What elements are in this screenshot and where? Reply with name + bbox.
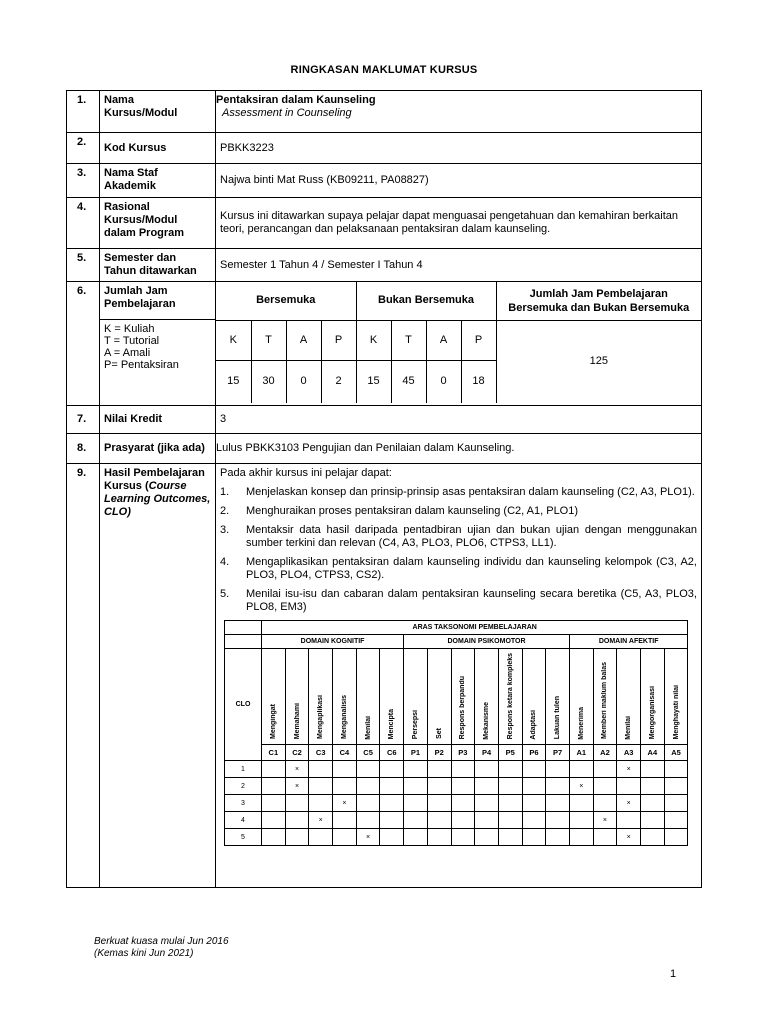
taxonomy-mark [333,829,357,846]
taxonomy-mark [451,761,475,778]
taxonomy-code: C2 [285,745,309,761]
taxonomy-mark [593,778,617,795]
taxonomy-code: P6 [522,745,546,761]
list-item: 1. Menjelaskan konsep dan prinsip-prinsip asas pentaksiran dalam kaunseling (C2, A3, PLO1). [220,486,695,498]
taxonomy-mark [617,778,641,795]
taxonomy-mark [546,829,570,846]
taxonomy-level: Mengingat [262,649,286,745]
taxonomy-mark [356,778,380,795]
hours-code: A [286,320,321,360]
taxonomy-mark [498,795,522,812]
taxonomy-level: Memahami [285,649,309,745]
semester: Semester 1 Tahun 4 / Semester I Tahun 4 [216,249,702,282]
taxonomy-level: Menilai [356,649,380,745]
taxonomy-mark [451,812,475,829]
list-item: 2. Menghuraikan proses pentaksiran dalam kaunseling (C2, A1, PLO1) [220,505,579,517]
row-label: Hasil Pembelajaran Kursus (Course Learning Outcomes, CLO) [100,464,216,888]
row-academic-staff [67,164,702,198]
taxonomy-mark [569,812,593,829]
taxonomy-mark [475,761,499,778]
taxonomy-mark [262,761,286,778]
taxonomy-mark [309,778,333,795]
taxonomy-mark [380,778,404,795]
taxonomy-mark [475,812,499,829]
row-semester [67,249,702,282]
taxonomy-mark [427,795,451,812]
academic-staff: Najwa binti Mat Russ (KB09211, PA08827) [216,164,702,198]
taxonomy-level: Menghayati nilai [664,649,688,745]
taxonomy-code: P7 [546,745,570,761]
taxonomy-mark [356,812,380,829]
taxonomy-level: Menerima [569,649,593,745]
taxonomy-level: Mekanisme [475,649,499,745]
list-item: 3. Mentaksir data hasil daripada pentadbiran ujian dan bukan ujian dengan menggunakan sumber terkini dan relevan (C4, A3, PLO3, PLO6, CTPS3, LL1). [220,524,697,549]
taxonomy-mark [309,829,333,846]
taxonomy-table [224,620,688,846]
clo-number: 1 [225,761,262,778]
course-name-english: Assessment in Counseling [222,107,352,119]
row-learning-hours [67,282,702,406]
page-number: 1 [670,968,677,980]
course-name: Pentaksiran dalam Kaunseling [216,94,376,106]
taxonomy-level: Mengaplikasi [309,649,333,745]
taxonomy-mark [664,778,688,795]
hours-value: 15 [356,360,391,403]
taxonomy-mark [262,795,286,812]
taxonomy-code: C4 [333,745,357,761]
taxonomy-mark [356,761,380,778]
clo-number: 5 [225,829,262,846]
taxonomy-mark [498,778,522,795]
taxonomy-mark [664,795,688,812]
hours-value: 18 [461,360,496,403]
taxonomy-mark [309,761,333,778]
taxonomy-mark [404,761,428,778]
clo-list [220,486,697,614]
taxonomy-mark [451,795,475,812]
hours-value: 15 [216,360,251,403]
hours-value: 0 [426,360,461,403]
course-info-table [66,90,702,888]
taxonomy-mark [522,829,546,846]
taxonomy-mark [285,812,309,829]
taxonomy-mark [522,812,546,829]
hours-code: T [391,320,426,360]
taxonomy-mark [498,829,522,846]
taxonomy-mark: × [285,778,309,795]
row-number: 1. [67,91,100,133]
taxonomy-mark [498,812,522,829]
taxonomy-mark [262,778,286,795]
face-to-face-header: Bersemuka [216,282,356,320]
course-code: PBKK3223 [216,133,702,164]
taxonomy-mark [380,829,404,846]
row-label: Kod Kursus [100,133,216,164]
row-number: 8. [67,434,100,464]
taxonomy-level: Respons berpandu [451,649,475,745]
credit-value: 3 [216,406,702,434]
taxonomy-code: C3 [309,745,333,761]
taxonomy-code: A1 [569,745,593,761]
hours-table [216,282,701,403]
row-label: Jumlah Jam [104,285,168,297]
clo-number: 4 [225,812,262,829]
taxonomy-title: ARAS TAKSONOMI PEMBELAJARAN [262,621,688,635]
clo-intro: Pada akhir kursus ini pelajar dapat: [220,467,392,479]
hours-code: P [461,320,496,360]
taxonomy-mark [285,829,309,846]
row-label: dalam Program [104,227,185,239]
domain-header: DOMAIN KOGNITIF [262,635,404,649]
taxonomy-mark [285,795,309,812]
taxonomy-code: A5 [664,745,688,761]
total-hours: 125 [496,320,701,403]
hours-value: 45 [391,360,426,403]
taxonomy-mark [522,778,546,795]
taxonomy-mark [427,812,451,829]
table-row [225,795,688,812]
taxonomy-code: A4 [641,745,665,761]
taxonomy-level: Mencipta [380,649,404,745]
taxonomy-code: P4 [475,745,499,761]
document-title: RINGKASAN MAKLUMAT KURSUS [290,64,478,76]
prerequisite: Lulus PBKK3103 Pengujian dan Penilaian dalam Kaunseling. [216,434,702,464]
taxonomy-mark [404,829,428,846]
taxonomy-mark [427,761,451,778]
row-label: Pembelajaran [104,298,176,310]
row-label: Akademik [104,180,156,192]
hours-code: T [251,320,286,360]
taxonomy-mark [522,795,546,812]
row-learning-outcomes [67,464,702,888]
taxonomy-mark: × [617,761,641,778]
row-label: Prasyarat (jika ada) [100,434,216,464]
taxonomy-mark [380,795,404,812]
list-item: 4. Mengaplikasikan pentaksiran dalam kaunseling individu dan kaunseling kelompok (C3, A2, PLO3, PLO4, CTPS3, CS2). [220,556,697,581]
taxonomy-mark [546,761,570,778]
hours-value: 0 [286,360,321,403]
taxonomy-corner [225,621,262,635]
taxonomy-code: P1 [404,745,428,761]
taxonomy-mark [664,829,688,846]
taxonomy-mark [309,795,333,812]
row-number: 6. [67,282,100,406]
taxonomy-mark [498,761,522,778]
table-row [225,778,688,795]
taxonomy-mark [546,812,570,829]
row-label: Semester dan [104,252,177,264]
taxonomy-mark [569,795,593,812]
domain-header: DOMAIN AFEKTIF [569,635,687,649]
taxonomy-mark [404,778,428,795]
taxonomy-level: Mengorganisasi [641,649,665,745]
row-number: 2. [67,133,100,164]
row-number: 4. [67,198,100,249]
taxonomy-mark [546,795,570,812]
taxonomy-mark [356,795,380,812]
taxonomy-level: Adaptasi [522,649,546,745]
row-label: Tahun ditawarkan [104,265,197,277]
taxonomy-mark [569,829,593,846]
taxonomy-mark [404,795,428,812]
taxonomy-level: Lakuan tulen [546,649,570,745]
row-label: Nilai Kredit [100,406,216,434]
taxonomy-code: A2 [593,745,617,761]
taxonomy-mark [593,829,617,846]
hours-value: 2 [321,360,356,403]
taxonomy-mark [641,778,665,795]
taxonomy-mark [380,761,404,778]
taxonomy-mark: × [593,812,617,829]
taxonomy-mark [451,778,475,795]
total-hours-header: Jumlah Jam Pembelajaran Bersemuka dan Bukan Bersemuka [496,282,701,320]
taxonomy-level: Respons ketara kompleks [498,649,522,745]
table-row [225,812,688,829]
taxonomy-level: Persepsi [404,649,428,745]
taxonomy-code: C1 [262,745,286,761]
taxonomy-mark [333,761,357,778]
taxonomy-mark [664,761,688,778]
taxonomy-mark [664,812,688,829]
clo-number: 3 [225,795,262,812]
row-rationale [67,198,702,249]
taxonomy-mark [475,778,499,795]
row-label: Rasional [104,201,150,213]
taxonomy-mark [333,778,357,795]
taxonomy-mark [569,761,593,778]
row-course-code [67,133,702,164]
row-label: Nama [104,94,134,106]
taxonomy-code: P5 [498,745,522,761]
row-course-name [67,91,702,133]
clo-header: CLO [225,649,262,761]
taxonomy-mark [617,812,641,829]
taxonomy-code: P3 [451,745,475,761]
taxonomy-mark: × [617,829,641,846]
row-label: Kursus/Modul [104,214,178,226]
footer-note: Berkuat kuasa mulai Jun 2016 (Kemas kini Jun 2021) [94,936,229,959]
taxonomy-mark: × [333,795,357,812]
taxonomy-level: Set [427,649,451,745]
hours-code: K [216,320,251,360]
row-label: Kursus/Modul [104,107,178,119]
taxonomy-level: Menilai [617,649,641,745]
taxonomy-level: Memberi maklum balas [593,649,617,745]
table-row [225,761,688,778]
taxonomy-mark [546,778,570,795]
taxonomy-mark [475,829,499,846]
taxonomy-mark [451,829,475,846]
taxonomy-mark [404,812,428,829]
taxonomy-mark [593,795,617,812]
table-row [225,829,688,846]
hours-legend: K = Kuliah T = Tutorial A = Amali P= Pentaksiran [104,323,179,371]
taxonomy-mark [475,795,499,812]
taxonomy-mark: × [285,761,309,778]
row-prerequisite [67,434,702,464]
row-label: Nama Staf [104,167,158,179]
row-number: 9. [67,464,100,888]
taxonomy-mark [380,812,404,829]
row-number: 3. [67,164,100,198]
taxonomy-code: A3 [617,745,641,761]
taxonomy-mark [593,761,617,778]
hours-value: 30 [251,360,286,403]
taxonomy-mark: × [309,812,333,829]
taxonomy-mark [262,829,286,846]
taxonomy-mark [262,812,286,829]
row-number: 7. [67,406,100,434]
taxonomy-mark: × [356,829,380,846]
taxonomy-mark [641,761,665,778]
taxonomy-mark [427,829,451,846]
hours-code: P [321,320,356,360]
list-item: 5. Menilai isu-isu dan cabaran dalam pentaksiran kaunseling secara beretika (C5, A3, PLO3, PLO8, EM3) [220,588,697,613]
taxonomy-code: P2 [427,745,451,761]
taxonomy-mark [522,761,546,778]
row-number: 5. [67,249,100,282]
row-credit [67,406,702,434]
taxonomy-mark: × [617,795,641,812]
taxonomy-mark [427,778,451,795]
non-face-to-face-header: Bukan Bersemuka [356,282,496,320]
domain-header: DOMAIN PSIKOMOTOR [404,635,570,649]
taxonomy-corner [225,635,262,649]
taxonomy-code: C5 [356,745,380,761]
hours-code: A [426,320,461,360]
hours-code: K [356,320,391,360]
taxonomy-mark [641,812,665,829]
taxonomy-mark [333,812,357,829]
taxonomy-code: C6 [380,745,404,761]
taxonomy-level: Menganalisis [333,649,357,745]
clo-number: 2 [225,778,262,795]
taxonomy-mark: × [569,778,593,795]
taxonomy-mark [641,829,665,846]
taxonomy-mark [641,795,665,812]
rationale: Kursus ini ditawarkan supaya pelajar dapat menguasai pengetahuan dan kemahiran berkaitan teori, perancangan dan pelaksanaan pentaksiran dalam kaunseling. [216,198,702,249]
